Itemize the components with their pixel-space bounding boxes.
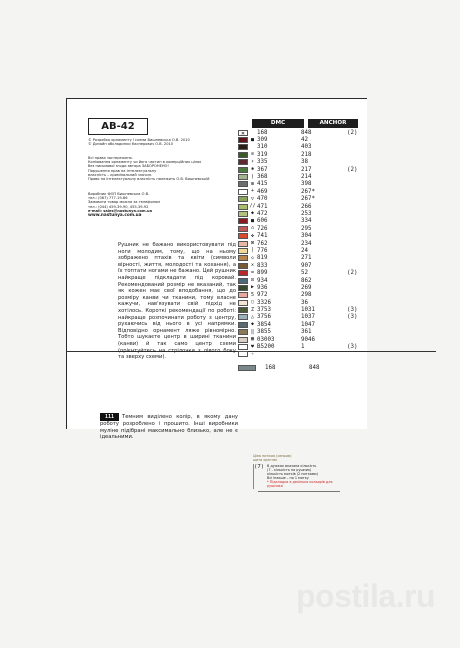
legend-note — [253, 455, 292, 463]
stitch-symbol: // — [249, 203, 256, 210]
stitch-symbol: 5 — [250, 291, 254, 298]
key-row — [238, 292, 384, 299]
legend-line: Цією ниткою (синьою) — [253, 454, 292, 458]
key-row — [238, 210, 384, 217]
color-swatch — [238, 159, 248, 165]
color-swatch — [238, 307, 248, 313]
color-swatch — [238, 174, 248, 180]
key-row — [238, 329, 384, 336]
dmc-code: 319 — [257, 151, 268, 158]
stitch-symbol: ■ — [250, 136, 254, 143]
rights-line: власність – кримінальний злочин. — [88, 172, 153, 177]
legend-line: шити хрестик — [253, 457, 278, 462]
key-row — [238, 129, 384, 136]
rights-line: Всі права застережено. — [88, 156, 133, 160]
dmc-code: 310 — [257, 144, 268, 151]
color-swatch — [238, 226, 248, 232]
stitch-symbol: ▢ — [250, 299, 254, 306]
stitch-symbol: ✤ — [250, 232, 254, 239]
footnote-line: кількість мотків (2 нитками) — [267, 472, 318, 477]
stitch-symbol: ◇ — [250, 254, 254, 261]
anchor-code: 334 — [301, 218, 312, 225]
color-swatch — [238, 285, 248, 291]
key-row — [238, 240, 384, 247]
key-row — [238, 181, 384, 188]
key-row — [238, 351, 384, 358]
footnote-line: (7 - кількість на рушник) — [267, 468, 312, 473]
anchor-code: 848 — [309, 364, 320, 371]
copyright-block — [88, 138, 190, 146]
dmc-code: 415 — [257, 181, 268, 188]
anchor-code: 267* — [301, 188, 315, 195]
dmc-code: 03003 — [257, 336, 275, 343]
dmc-code: 471 — [257, 203, 268, 210]
anchor-code: 218 — [301, 151, 312, 158]
anchor-code: 907 — [301, 262, 312, 269]
anchor-header: ANCHOR — [308, 119, 358, 128]
color-swatch — [238, 144, 248, 150]
color-swatch — [238, 255, 248, 261]
key-rows — [238, 129, 384, 358]
dmc-code: 972 — [257, 292, 268, 299]
dmc-code: 470 — [257, 196, 268, 203]
anchor-code: 271 — [301, 255, 312, 262]
stitch-symbol: ■ — [250, 217, 254, 224]
dmc-code: 3756 — [257, 314, 271, 321]
dmc-code: 472 — [257, 210, 268, 217]
color-swatch — [238, 365, 256, 371]
anchor-code: 214 — [301, 174, 312, 181]
color-swatch — [238, 233, 248, 239]
footnote-mark: (7) — [254, 464, 265, 470]
skein-count: (2) — [347, 270, 358, 277]
stitch-symbol: = — [250, 269, 254, 276]
color-swatch — [238, 211, 248, 217]
stitch-symbol: ⊘ — [250, 151, 254, 158]
pattern-code-badge: AB-42 — [88, 118, 148, 135]
thread-note — [100, 413, 238, 441]
anchor-code: 1 — [301, 344, 305, 351]
color-swatch — [238, 241, 248, 247]
key-row — [238, 269, 384, 276]
rights-line: без письмової згоди автора ЗАБОРОНЕНО! — [88, 164, 169, 169]
anchor-code: 234 — [301, 240, 312, 247]
stitch-symbol: ⊞ — [250, 180, 254, 187]
footnote-line: В дужках вказана кількість — [267, 464, 317, 468]
anchor-code: 403 — [301, 144, 312, 151]
anchor-code: 862 — [301, 277, 312, 284]
color-swatch — [238, 137, 248, 143]
key-row — [238, 277, 384, 284]
dmc-code: 3854 — [257, 321, 271, 328]
color-swatch — [238, 181, 248, 187]
key-row — [238, 343, 384, 350]
anchor-code: 269 — [301, 284, 312, 291]
stitch-symbol: ♯ — [250, 158, 254, 165]
key-row — [238, 159, 384, 166]
color-swatch — [238, 152, 248, 158]
dmc-code: 335 — [257, 159, 268, 166]
stitch-symbol: ▶ — [250, 284, 254, 291]
anchor-code: 253 — [301, 210, 312, 217]
dmc-code: 899 — [257, 270, 268, 277]
dmc-code: 741 — [257, 233, 268, 240]
color-swatch — [238, 351, 248, 357]
stitch-symbol: ( — [250, 173, 254, 180]
color-swatch — [238, 248, 248, 254]
stitch-symbol: ▽ — [250, 195, 254, 202]
publisher-line: тел.: (044) 459-39-90, 455-39-92 — [88, 204, 149, 209]
watermark-logo: postila.ru — [296, 578, 436, 614]
stitch-symbol: ♥ — [250, 343, 254, 350]
anchor-code: 42 — [301, 137, 308, 144]
color-swatch — [238, 167, 248, 173]
skein-count: (2) — [347, 166, 358, 173]
key-row — [238, 136, 384, 143]
dmc-code: 726 — [257, 225, 268, 232]
color-swatch — [238, 196, 248, 202]
publisher-line: Виробник ФОП Вишневська О.В. — [88, 192, 150, 196]
key-row — [238, 203, 384, 210]
copyright-line: © Дизайн обкладинки Касперович О.В. 2010 — [88, 142, 174, 147]
publisher-line: Замовити товар можна за телефоном — [88, 200, 160, 205]
stitch-symbol: ▦ — [250, 336, 254, 343]
anchor-code: 1031 — [301, 307, 315, 314]
color-swatch — [238, 292, 248, 298]
key-row — [238, 247, 384, 254]
copyright-line: © Розробка орнаменту і схеми Вишневська О.В. 2010 — [88, 138, 190, 142]
key-row — [238, 336, 384, 343]
dmc-code: 606 — [257, 218, 268, 225]
rights-line: Копіювання орнаменту чи його частин в комерційних цілях — [88, 160, 202, 165]
dmc-code: 833 — [257, 262, 268, 269]
color-swatch — [238, 322, 248, 328]
publisher-block — [88, 192, 160, 217]
key-row — [238, 173, 384, 180]
rights-line: Право на інтелектуальну власність належить О.В. Вишневській — [88, 177, 210, 182]
anchor-code: 36 — [301, 299, 308, 306]
anchor-code: 52 — [301, 270, 308, 277]
key-row — [238, 144, 384, 151]
anchor-code: 38 — [301, 159, 308, 166]
dmc-code: 168 — [257, 129, 268, 136]
color-swatch — [238, 300, 248, 306]
key-row — [238, 306, 384, 313]
anchor-code: 24 — [301, 247, 308, 254]
key-row — [238, 225, 384, 232]
key-row — [238, 196, 384, 203]
skein-count: (3) — [347, 314, 358, 321]
stitch-symbol: Z — [250, 306, 254, 313]
skein-count: (2) — [347, 129, 358, 136]
usage-description: Рушник не бажано використовувати під ноги молодим, тому, що на ньому зображено птахів та квіти (символи вірності, життя, молодості та кохання), а їх топтати ногами не бажано. Цей рушник найкраще підкладати під коровай. Рекомендований розмір не вказаний, так як кожен має свої вподобання, що до розміру канви чи тканини, тому власне кажучи, нав'язувати свій підхід не хотілось. Короткі рекомендації по роботі: найкраще розпочинати роботу з центру, рухаючись від нього в усі напрямки. Відповідно орнамент ляже рівномірно. Тобто шукаєте центр в ширині тканини (канви) й так само центр схеми (орієнтуйтесь на стрілочки з лівого боку та зверху схеми). — [118, 242, 236, 361]
key-header — [238, 118, 384, 129]
thread-key-table — [238, 118, 384, 372]
anchor-code: 361 — [301, 329, 312, 336]
key-row — [238, 255, 384, 262]
anchor-code: 398 — [301, 181, 312, 188]
anchor-code: 1037 — [301, 314, 315, 321]
rights-block — [88, 156, 209, 181]
anchor-code: 217 — [301, 166, 312, 173]
stitch-symbol: △ — [250, 313, 254, 320]
color-swatch — [238, 344, 248, 350]
key-row — [238, 299, 384, 306]
dmc-code: 3855 — [257, 329, 271, 336]
anchor-code: 267* — [301, 196, 315, 203]
key-row — [238, 218, 384, 225]
anchor-code: 848 — [301, 129, 312, 136]
color-swatch — [238, 263, 248, 269]
stitch-symbol: ✧ — [250, 350, 254, 357]
website-link[interactable]: www.nastunya.com.ua — [88, 212, 142, 218]
color-swatch: ✕ — [238, 130, 248, 136]
key-row — [238, 314, 384, 321]
footnote-box — [253, 464, 343, 489]
footnote-line: * Підкладка в декілька кольорів для рушника — [267, 480, 333, 489]
footnote-lines — [267, 464, 343, 489]
color-swatch — [238, 270, 248, 276]
color-swatch — [238, 314, 248, 320]
stitch-symbol: ◆ — [250, 210, 254, 217]
key-row — [238, 151, 384, 158]
note-text: Темним виділено колір, в якому дану роботу розроблено і прошито. Інші виробники муліне підібрані максимально близько, але не є ідеальними. — [100, 414, 238, 441]
publisher-email: e-mail: sales@nastunya.com.ua — [88, 208, 152, 213]
stitch-symbol: ◆ — [250, 321, 254, 328]
color-swatch — [238, 189, 248, 195]
key-row — [238, 262, 384, 269]
dmc-code: 934 — [257, 277, 268, 284]
stitch-symbol: ⌂ — [250, 225, 254, 232]
dmc-code: 368 — [257, 174, 268, 181]
stitch-symbol: ✕ — [250, 262, 254, 269]
key-row — [238, 166, 384, 173]
key-row — [238, 321, 384, 328]
stitch-symbol: ⊡ — [250, 277, 254, 283]
footnote-underline — [258, 491, 340, 492]
dmc-code: 776 — [257, 247, 268, 254]
key-row — [238, 232, 384, 239]
stitch-symbol: ‖ — [250, 328, 254, 335]
dmc-code: 168 — [265, 364, 276, 371]
dmc-code: 469 — [257, 188, 268, 195]
stitch-symbol: | — [250, 247, 254, 254]
stitch-symbol: ⊠ — [250, 240, 254, 247]
color-swatch — [238, 329, 248, 335]
skein-count: (3) — [347, 307, 358, 314]
dmc-code: 936 — [257, 284, 268, 291]
rights-line: Порушення прав на інтелектуальну — [88, 168, 157, 173]
note-badge: 111 — [100, 413, 119, 421]
dmc-code: 3326 — [257, 299, 271, 306]
stitch-symbol: ✱ — [250, 166, 254, 173]
key-row-highlighted — [238, 364, 384, 371]
skein-count: (3) — [347, 344, 358, 351]
key-row — [238, 284, 384, 291]
footnote-line: Всі інакше – по 1 мотку — [267, 476, 309, 481]
anchor-code: 295 — [301, 225, 312, 232]
anchor-code: 1047 — [301, 321, 315, 328]
anchor-code: 266 — [301, 203, 312, 210]
dmc-code: B5200 — [257, 344, 275, 351]
dmc-code: 3753 — [257, 307, 271, 314]
anchor-code: 9046 — [301, 336, 315, 343]
publisher-line: тел.: (067) 777-19-86 — [88, 196, 128, 201]
dmc-code: 367 — [257, 166, 268, 173]
color-swatch — [238, 278, 248, 284]
key-row — [238, 188, 384, 195]
dmc-code: 819 — [257, 255, 268, 262]
color-swatch — [238, 218, 248, 224]
color-swatch — [238, 337, 248, 343]
anchor-code: 298 — [301, 292, 312, 299]
dmc-header: DMC — [252, 119, 304, 128]
stitch-symbol: + — [250, 188, 254, 195]
anchor-code: 304 — [301, 233, 312, 240]
dmc-code: 309 — [257, 137, 268, 144]
color-swatch — [238, 204, 248, 210]
dmc-code: 762 — [257, 240, 268, 247]
